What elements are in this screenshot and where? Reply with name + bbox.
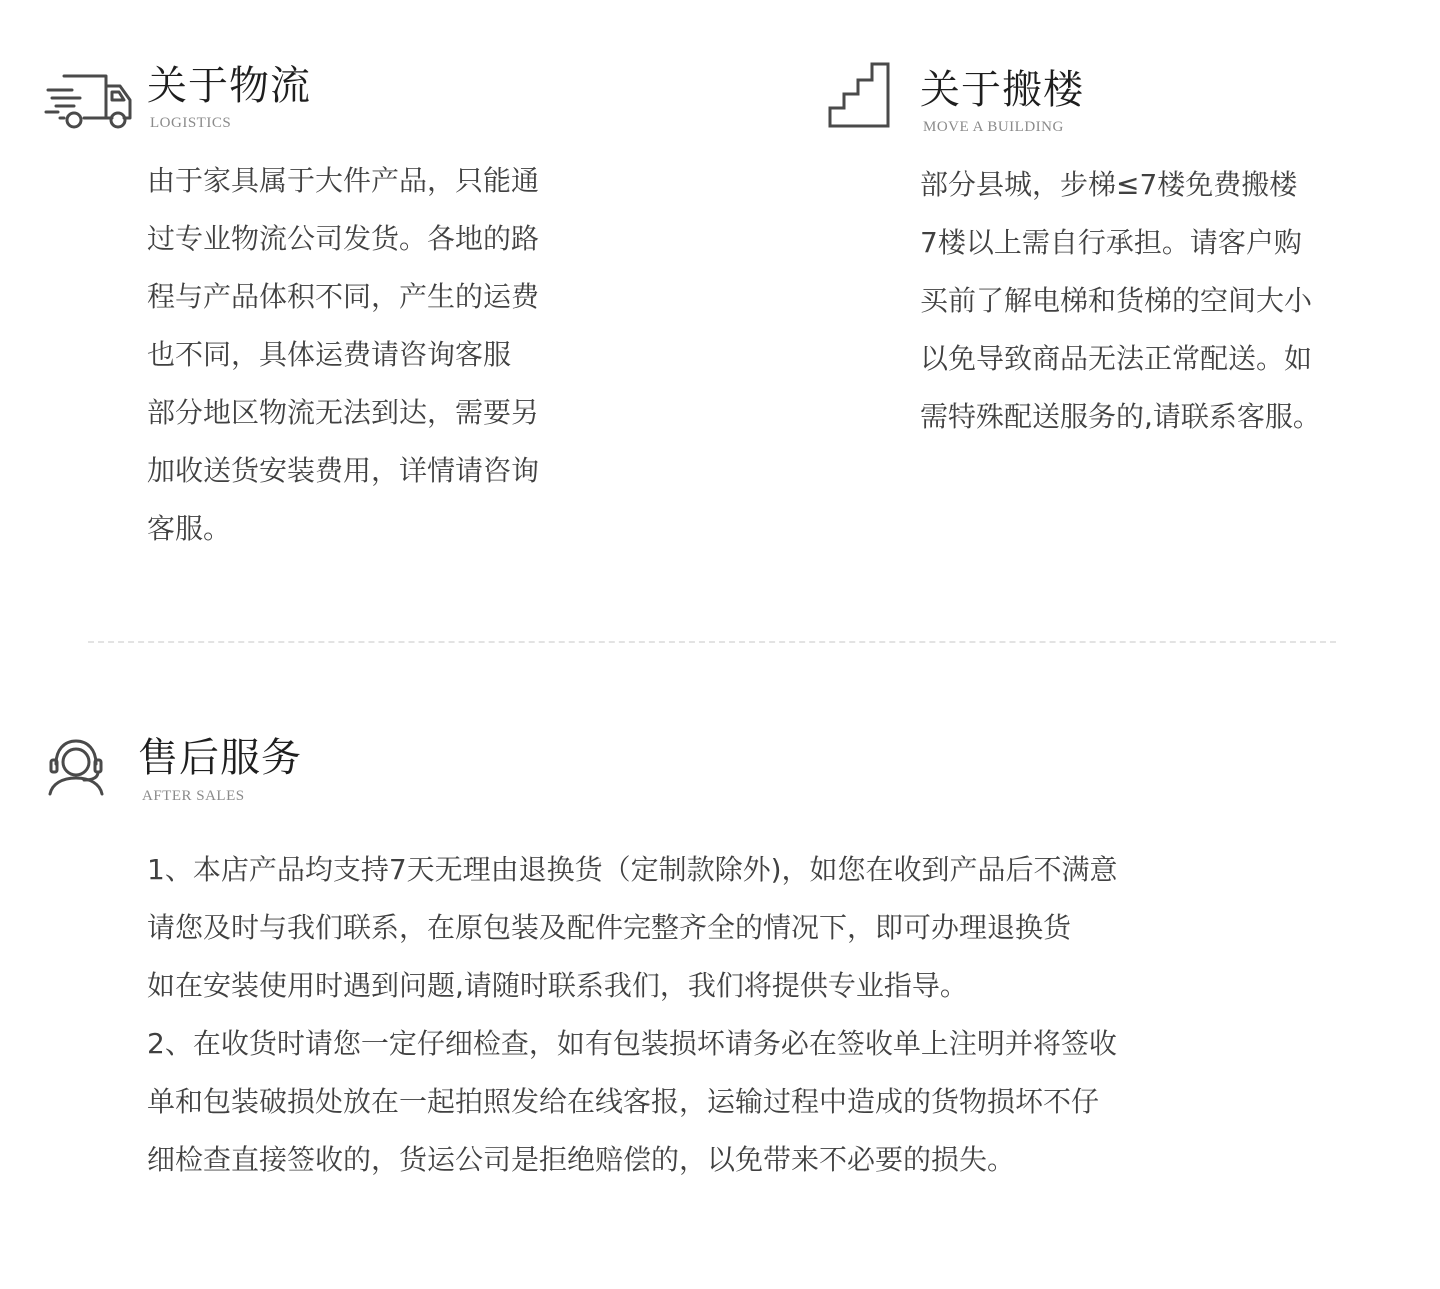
text-line: 程与产品体积不同，产生的运费 xyxy=(147,280,540,313)
after-sales-subtitle: AFTER SALES xyxy=(142,788,245,804)
text-line: 部分县城，步梯≤7楼免费搬楼 xyxy=(920,168,1298,201)
moving-text xyxy=(920,156,1321,446)
headset-support-icon xyxy=(44,736,108,798)
delivery-truck-icon xyxy=(44,68,134,134)
logistics-text xyxy=(147,152,539,558)
text-line: 如在安装使用时遇到问题,请随时联系我们，我们将提供专业指导。 xyxy=(147,969,968,1002)
text-line: 过专业物流公司发货。各地的路 xyxy=(147,222,540,255)
text-line: 也不同，具体运费请咨询客服 xyxy=(147,338,512,371)
text-line: 由于家具属于大件产品，只能通 xyxy=(147,164,540,197)
logistics-title: 关于物流 xyxy=(147,63,311,109)
moving-title: 关于搬楼 xyxy=(920,67,1084,113)
text-line: 请您及时与我们联系，在原包装及配件完整齐全的情况下，即可办理退换货 xyxy=(147,911,1072,944)
section-divider xyxy=(88,641,1336,643)
text-line: 单和包装破损处放在一起拍照发给在线客报，运输过程中造成的货物损坏不仔 xyxy=(147,1085,1100,1118)
text-line: 加收送货安装费用，详情请咨询 xyxy=(147,454,540,487)
moving-subtitle: MOVE A BUILDING xyxy=(923,119,1064,135)
text-line: 7楼以上需自行承担。请客户购 xyxy=(920,226,1302,259)
text-line: 以免导致商品无法正常配送。如 xyxy=(920,342,1313,375)
text-line: 需特殊配送服务的,请联系客服。 xyxy=(920,400,1321,433)
text-line: 部分地区物流无法到达，需要另 xyxy=(147,396,540,429)
text-line: 买前了解电梯和货梯的空间大小 xyxy=(920,284,1313,317)
text-line: 2、在收货时请您一定仔细检查，如有包装损坏请务必在签收单上注明并将签收 xyxy=(147,1027,1117,1060)
text-line: 1、本店产品均支持7天无理由退换货（定制款除外)，如您在收到产品后不满意 xyxy=(147,853,1118,886)
text-line: 细检查直接签收的，货运公司是拒绝赔偿的，以免带来不必要的损失。 xyxy=(147,1143,1016,1176)
stairs-icon xyxy=(826,58,892,130)
text-line: 客服。 xyxy=(147,512,232,545)
after-sales-text xyxy=(147,841,1118,1189)
logistics-subtitle: LOGISTICS xyxy=(150,115,232,131)
after-sales-title: 售后服务 xyxy=(138,735,302,781)
